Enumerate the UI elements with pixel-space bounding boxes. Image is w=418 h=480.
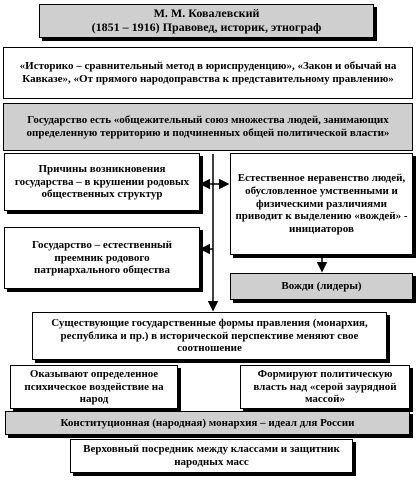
title-subtitle: (1851 – 1916) Правовед, историк, этнограф bbox=[91, 20, 322, 34]
influence-text: Оказывают определенное психическое воздействие на народ bbox=[24, 368, 164, 406]
works-text: «Историко – сравнительный метод в юриспруденцию», «Закон и обычай на Кавказе», «От прямого народоправства к представительному правлению» bbox=[19, 60, 397, 85]
state-definition-text: Государство есть «общежительный союз множества людей, занимающих определенную территорию и подчиненных общей политической власти» bbox=[26, 114, 390, 139]
successor-text: Государство – естественный преемник родового патриархального общества bbox=[32, 239, 172, 277]
forms-text: Существующие государственные формы правления (монархия, республика и пр.) в исторической перспективе меняют свое соотношение bbox=[51, 317, 368, 355]
title-name: М. М. Ковалевский bbox=[153, 6, 260, 21]
monarchy-text: Конституционная (народная) монархия – идеал для России bbox=[60, 416, 355, 429]
state-definition-box bbox=[3, 103, 413, 151]
monarchy-box bbox=[5, 411, 410, 435]
successor-box bbox=[4, 227, 200, 289]
inequality-text: Естественное неравенство людей, обусловленное умственными и физическими различиями приводит к выделению «вождей» - инициаторов bbox=[235, 172, 408, 235]
influence-box bbox=[10, 365, 178, 409]
state-origin-box bbox=[4, 153, 200, 211]
form-power-box bbox=[240, 365, 410, 409]
leaders-box bbox=[230, 273, 413, 300]
mediator-box bbox=[70, 439, 353, 473]
works-box bbox=[3, 47, 413, 99]
form-power-text: Формируют политическую власть над «серой заурядной массой» bbox=[253, 368, 397, 406]
leaders-text: Вожди (лидеры) bbox=[281, 280, 362, 293]
state-origin-text: Причины возникновения государства – в крушении родовых общественных структур bbox=[14, 163, 190, 201]
mediator-text: Верховный посредник между классами и защитник народных масс bbox=[83, 443, 340, 468]
inequality-box bbox=[230, 153, 413, 255]
title-box bbox=[39, 4, 374, 38]
forms-box bbox=[32, 312, 387, 360]
